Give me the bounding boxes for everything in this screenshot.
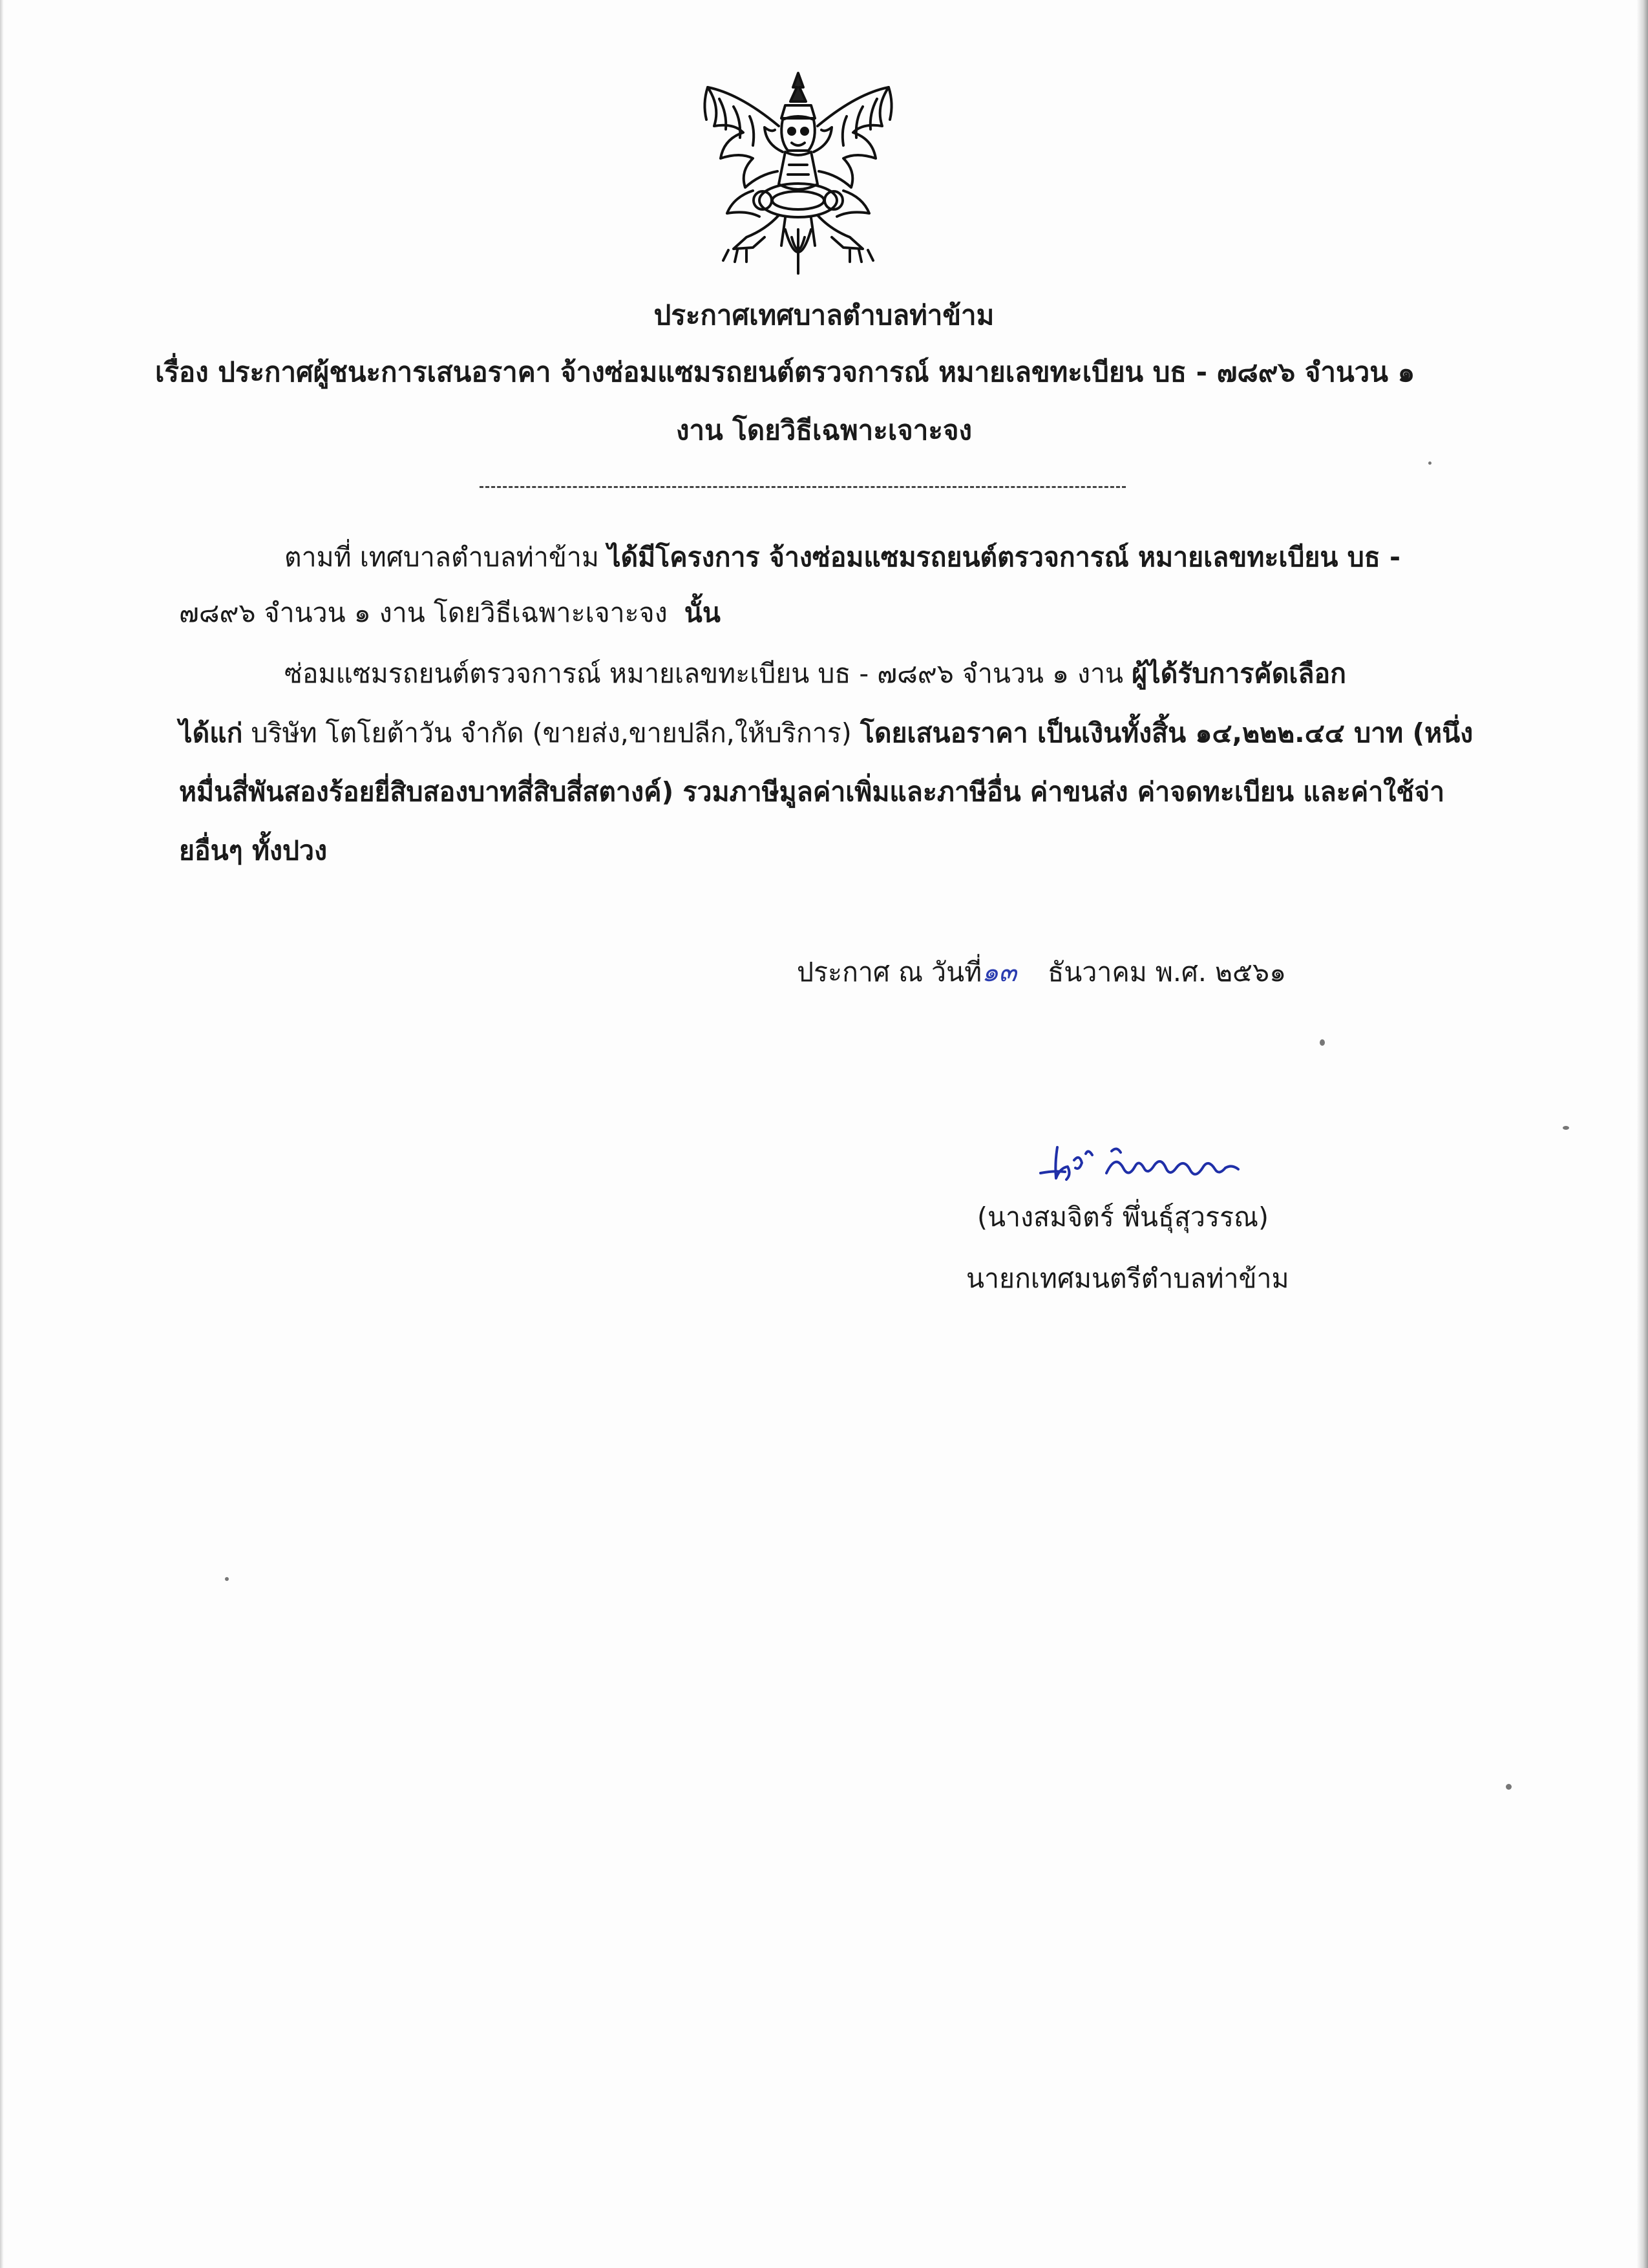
p2-line1-bold: ผู้ได้รับการคัดเลือก xyxy=(1132,658,1346,689)
paragraph-1-line-2 xyxy=(179,593,721,632)
signer-name: (นางสมจิตร์ พึ่นธุ์สุวรรณ) xyxy=(977,1202,1269,1233)
signer-position: นายกเทศมนตรีตำบลท่าข้าม xyxy=(966,1263,1289,1294)
p1-line2-end: นั้น xyxy=(684,597,721,628)
p2-line1-text: ซ่อมแซมรถยนต์ตรวจการณ์ หมายเลขทะเบียน บธ - ๗๘๙๖ จำนวน ๑ งาน xyxy=(284,658,1132,689)
date-month-year: ธันวาคม พ.ศ. ๒๕๖๑ xyxy=(1048,957,1287,988)
handwritten-signature-icon xyxy=(1034,1128,1267,1192)
scan-edge-right xyxy=(1636,0,1648,2268)
dashed-separator xyxy=(480,486,1126,488)
paragraph-1-line-1 xyxy=(284,538,1400,577)
p2-line2-text: บริษัท โตโยต้าวัน จำกัด (ขายส่ง,ขายปลีก,ให้บริการ) xyxy=(242,717,860,748)
paragraph-2-line-4: ยอื่นๆ ทั้งปวง xyxy=(179,835,328,866)
subject-line-2: งาน โดยวิธีเฉพาะเจาะจง xyxy=(675,414,973,446)
announcement-title: ประกาศเทศบาลตำบลท่าข้าม xyxy=(653,299,995,331)
subject-line-1: เรื่อง ประกาศผู้ชนะการเสนอราคา จ้างซ่อมแซมรถยนต์ตรวจการณ์ หมายเลขทะเบียน บธ - ๗๘๙๖ จำนวน ๑ xyxy=(155,356,1415,388)
scan-speck xyxy=(1563,1126,1569,1130)
paragraph-2-line-1 xyxy=(284,654,1346,693)
p2-line2-bold-a: ได้แก่ xyxy=(179,717,243,748)
announcement-date xyxy=(797,953,1286,991)
paragraph-2-line-3: หมื่นสี่พันสองร้อยยี่สิบสองบาทสี่สิบสี่สตางค์) รวมภาษีมูลค่าเพิ่มและภาษีอื่น ค่าขนส่ง ค่าจดทะเบียน และค่าใช้จ่า xyxy=(179,776,1445,807)
scan-speck xyxy=(1320,1039,1325,1046)
date-day-handwritten: ๑๓ xyxy=(982,957,1017,988)
garuda-emblem-icon xyxy=(688,68,908,281)
paragraph-2-line-2 xyxy=(179,714,1473,752)
scan-edge-left xyxy=(0,0,4,2268)
scan-speck xyxy=(1428,461,1431,465)
p2-line2-bold-b: โดยเสนอราคา เป็นเงินทั้งสิ้น ๑๔,๒๒๒.๔๔ บาท (หนึ่ง xyxy=(860,717,1474,748)
p1-line2-text: ๗๘๙๖ จำนวน ๑ งาน โดยวิธีเฉพาะเจาะจง xyxy=(179,597,668,628)
date-prefix: ประกาศ ณ วันที่ xyxy=(797,957,982,988)
p1-line1-text: ตามที่ เทศบาลตำบลท่าข้าม xyxy=(284,542,607,573)
scan-speck xyxy=(1506,1784,1512,1790)
p1-line1-bold: ได้มีโครงการ จ้างซ่อมแซมรถยนต์ตรวจการณ์ หมายเลขทะเบียน บธ - xyxy=(607,542,1401,573)
scan-speck xyxy=(225,1577,229,1581)
